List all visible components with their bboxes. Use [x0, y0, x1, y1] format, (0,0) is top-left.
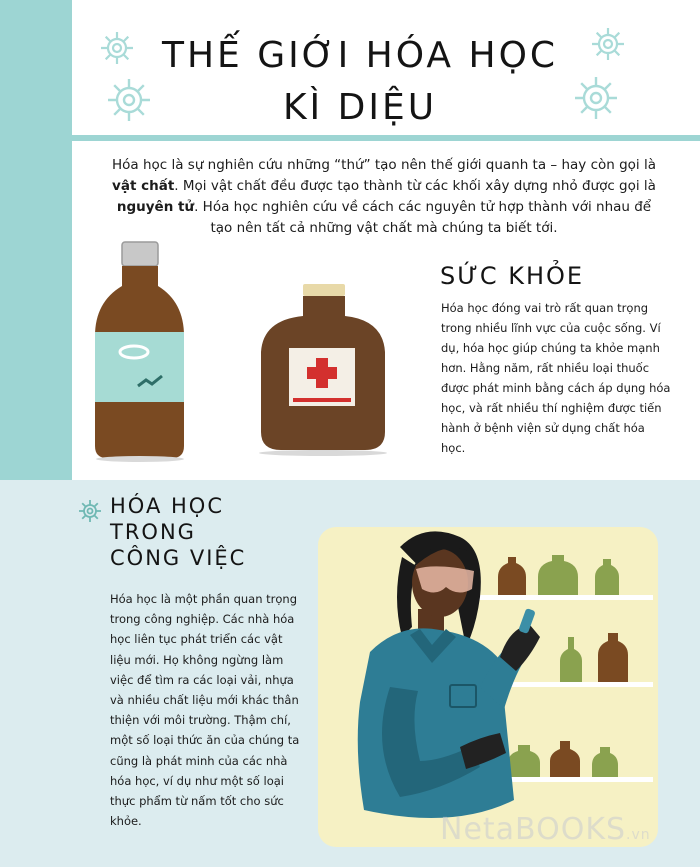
work-paragraph: Hóa học là một phần quan trọng trong công nghiệp. Các nhà hóa học liên tục phát triển các vật liệu mới. Họ không ngừng làm việc để tìm ra các loại vải, nhựa và nhiều chất liệu mới khác thân thiện với môi trường. Thậm chí, một số loại thức ăn của chúng ta cũng là phát minh của các nhà hóa học, ví dụ như một số loại thực phẩm từ nấm tốt cho sức khỏe. [110, 592, 300, 829]
work-heading [110, 493, 246, 571]
left-stripe-decoration [0, 0, 72, 480]
work-heading-line-1: HÓA HỌC [110, 494, 224, 518]
intro-paragraph [108, 155, 660, 239]
virus-icon [588, 24, 628, 64]
watermark-suffix: .vn [626, 827, 651, 843]
title-line-2: KÌ DIỆU [282, 87, 438, 128]
watermark-brand: NetaBOOKS [440, 812, 627, 847]
watermark [440, 812, 651, 847]
title-line-1: THẾ GIỚI HÓA HỌC [161, 35, 559, 76]
intro-term-atom: nguyên tử [116, 199, 195, 215]
intro-text-3: . Hóa học nghiên cứu về cách các nguyên tử hợp thành với nhau để tạo nên tất cả những vật chất mà chúng ta biết tới. [194, 199, 652, 236]
virus-icon [77, 498, 103, 524]
title-divider [72, 135, 700, 141]
intro-term-matter: vật chất [112, 178, 175, 194]
page-title [140, 30, 580, 134]
work-heading-line-2: TRONG [110, 520, 196, 544]
intro-text-1: Hóa học là sự nghiên cứu những “thứ” tạo nên thế giới quanh ta – hay còn gọi là [111, 157, 656, 173]
first-aid-flask [253, 282, 393, 457]
health-heading: SỨC KHỎE [440, 262, 585, 290]
intro-text-2: . Mọi vật chất đều được tạo thành từ các khối xây dựng nhỏ được gọi là [174, 178, 656, 194]
health-paragraph: Hóa học đóng vai trò rất quan trọng trong nhiều lĩnh vực của cuộc sống. Ví dụ, hóa học giúp chúng ta khỏe mạnh hơn. Hằng năm, rất nhiều loại thuốc được phát minh bằng cách áp dụng hóa học, và rất nhiều thí nghiệm được tiến hành ở bệnh viện sử dụng chất hóa học. [441, 301, 671, 455]
virus-icon [97, 28, 137, 68]
work-heading-line-3: CÔNG VIỆC [110, 546, 247, 570]
medicine-bottle [92, 240, 187, 460]
